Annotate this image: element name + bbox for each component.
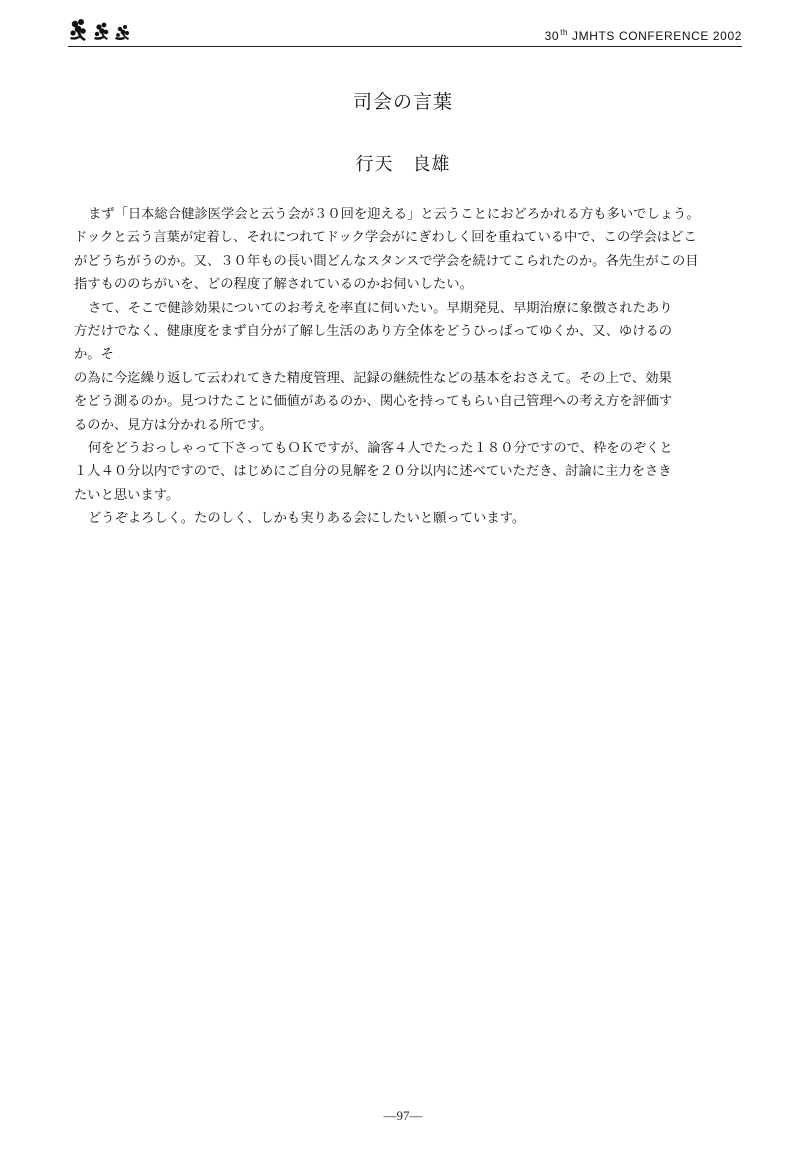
author-name: 行天 良雄	[355, 154, 451, 175]
conference-number: 30	[544, 29, 560, 43]
body-line: るのか、見方は分かれる所です。	[74, 417, 273, 433]
body-line: １人４０分以内ですので、はじめにご自分の見解を２０分以内に述べていただき、討論に主力をさき	[74, 464, 672, 480]
article-title: 司会の言葉	[352, 91, 453, 113]
conference-ordinal-suffix: th	[560, 28, 569, 37]
body-line: たいと思います。	[74, 487, 180, 503]
body-line: か。そ	[74, 347, 114, 363]
body-line: がどうちがうのか。又、３０年もの長い間どんなスタンスで学会を続けてこられたのか。各先生がこの目	[74, 253, 699, 269]
body-line: ドックと云う言葉が定着し、それにつれてドック学会がにぎわしく回を重ねている中で、この学会はどこ	[74, 230, 697, 246]
body-line: まず「日本総合健診医学会と云う会が３０回を迎える」と云うことにおどろかれる方も多いでしょう。	[88, 207, 700, 222]
body-line: の為に今迄繰り返して云われてきた精度管理、記録の継続性などの基本をおさえて。その上で、効果	[74, 370, 672, 386]
page-number: ―97―	[383, 1108, 423, 1123]
body-line: さて、そこで健診効果についてのお考えを率直に伺いたい。早期発見、早期治療に象徴されたあり	[88, 300, 673, 316]
body-line: 方だけでなく、健康度をまず自分が了解し生活のあり方全体をどうひっぱってゆくか、又、ゆけるの	[74, 323, 673, 339]
conference-label	[545, 28, 742, 43]
article-body	[74, 203, 742, 530]
body-line: をどう測るのか。見つけたことに価値があるのか、関心を持ってもらい自己管理への考え方を評価す	[74, 394, 673, 410]
conference-name: JMHTS CONFERENCE 2002	[568, 29, 742, 43]
body-line: どうぞよろしく。たのしく、しかも実りある会にしたいと願っています。	[88, 511, 526, 527]
society-logo-icon	[68, 16, 140, 44]
body-line: 何をどうおっしゃって下さってもＯＫですが、論客４人でたった１８０分ですので、枠をのぞくと	[88, 440, 673, 456]
body-line: 指すもののちがいを、どの程度了解されているのかお伺いしたい。	[74, 277, 473, 293]
page-header	[68, 14, 742, 47]
